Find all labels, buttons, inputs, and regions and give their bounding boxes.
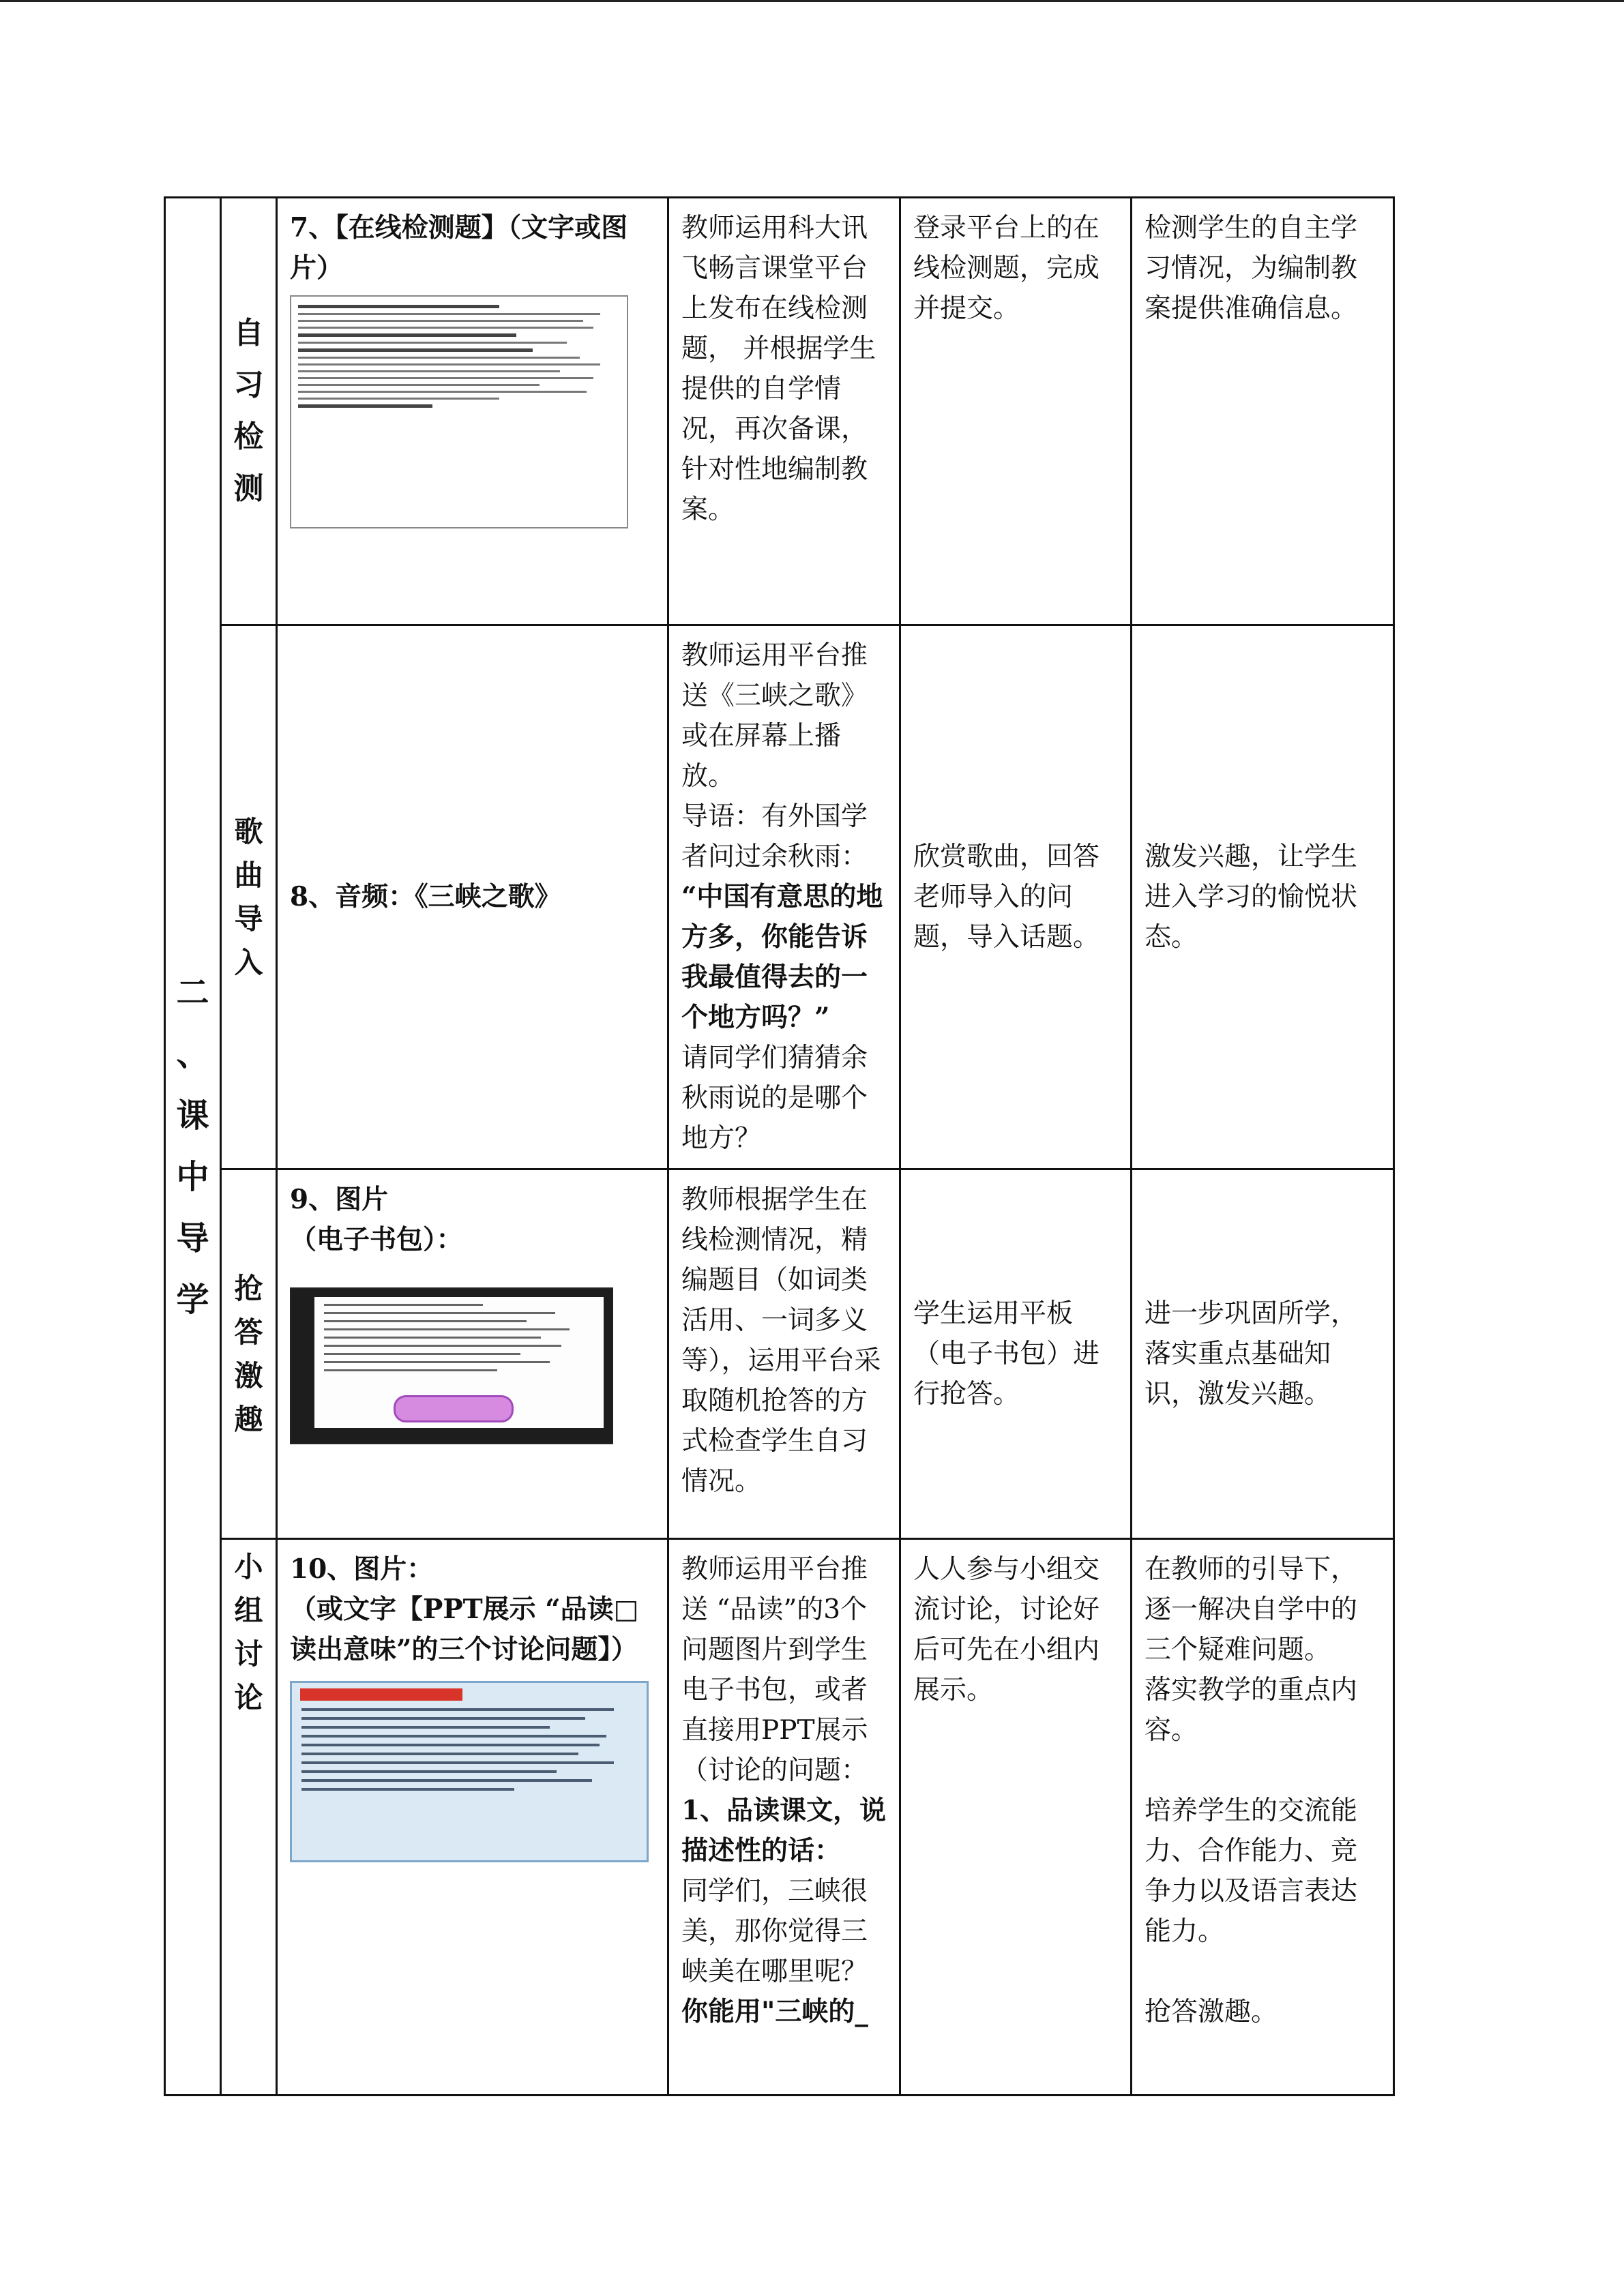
stage-cell: [221, 1539, 277, 2096]
student-activity-cell: [900, 198, 1132, 625]
stage-cell: [221, 625, 277, 1169]
design-intent-text: 落实教学的重点内容。: [1145, 1675, 1358, 1746]
design-intent-text: 检测学生的自主学习情况，为编制教案提供准确信息。: [1145, 213, 1358, 324]
design-intent-text: 培养学生的交流能力、合作能力、竞争力以及语言表达能力。: [1145, 1795, 1358, 1947]
stage-char: 曲: [234, 858, 263, 892]
stage-char: 习: [233, 368, 264, 402]
student-activity-text: 人人参与小组交流讨论，讨论好后可先在小组内展示。: [913, 1554, 1100, 1705]
resource-title: 10、图片：: [290, 1553, 434, 1585]
stage-char: 讨: [234, 1637, 263, 1671]
table-row: [165, 1539, 1394, 2096]
stage-char: 测: [233, 471, 264, 506]
stage-char: 趣: [234, 1402, 263, 1436]
design-intent-cell: [1132, 625, 1394, 1169]
ppt-slide-thumbnail-icon: [290, 1681, 649, 1862]
section-title-char: 中: [176, 1158, 209, 1196]
table-row: [165, 198, 1394, 625]
design-intent-cell: [1132, 1539, 1394, 2096]
stage-char: 歌: [234, 814, 263, 848]
resource-cell: [277, 625, 668, 1169]
teacher-activity-text: 教师运用科大讯飞畅言课堂平台上发布在线检测题， 并根据学生提供的自学情况，再次备课，针对性地编制教案。: [681, 213, 876, 525]
student-activity-text: 欣赏歌曲，回答老师导入的问题，导入话题。: [913, 841, 1100, 953]
student-activity-text: 学生运用平板（电子书包）进行抢答。: [913, 1298, 1100, 1410]
teacher-activity-cell: [668, 198, 900, 625]
resource-cell: [277, 1539, 668, 2096]
teacher-lead-text: 教师运用平台推送 “品读”的3个问题图片到学生电子书包，或者直接用PPT展示（讨论的问题：: [681, 1554, 868, 1786]
teacher-question-1-tail: 你能用"三峡的_: [681, 1996, 868, 2027]
design-intent-cell: [1132, 1169, 1394, 1539]
resource-title: 8、音频：《三峡之歌》: [290, 881, 561, 912]
design-intent-text: 抢答激趣。: [1145, 1997, 1278, 2027]
teacher-lead-text: 教师运用平台推送《三峡之歌》或在屏幕上播放。: [681, 640, 868, 792]
section-title-char: 、: [176, 1035, 209, 1073]
section-title-cell: [165, 198, 221, 2096]
teacher-activity-cell: [668, 625, 900, 1169]
stage-char: 论: [234, 1681, 263, 1714]
tablet-screenshot-thumbnail-icon: [290, 1287, 613, 1444]
design-intent-cell: [1132, 198, 1394, 625]
teacher-activity-cell: [668, 1539, 900, 2096]
stage-char: 抢: [234, 1271, 263, 1305]
lesson-plan-table: [164, 196, 1395, 2096]
teacher-activity-text: 教师根据学生在线检测情况，精编题目（如词类活用、一词多义等），运用平台采取随机抢答的方式检查学生自习情况。: [681, 1184, 881, 1497]
resource-title: 7、【在线检测题】（文字或图片）: [290, 212, 628, 284]
teacher-guide-label: 导语：有外国学者问过余秋雨：: [681, 801, 868, 872]
stage-cell: [221, 1169, 277, 1539]
teacher-quote: “中国有意思的地方多，你能告诉我最值得去的一个地方吗？”: [681, 881, 883, 1033]
resource-subtitle: （或文字【PPT展示 “品读□读出意味”的三个讨论问题】）: [290, 1594, 639, 1665]
stage-cell: [221, 198, 277, 625]
stage-char: 自: [233, 316, 264, 351]
resource-title: 9、图片: [290, 1184, 389, 1215]
section-title-char: 二: [176, 974, 209, 1012]
table-row: [165, 1169, 1394, 1539]
stage-char: 入: [234, 945, 263, 979]
resource-cell: [277, 198, 668, 625]
stage-char: 答: [234, 1315, 263, 1349]
teacher-question-1: 1、品读课文，说描述性的话：: [681, 1795, 887, 1866]
section-title-char: 学: [176, 1281, 209, 1319]
teacher-tail-text: 请同学们猜猜余秋雨说的是哪个地方？: [681, 1043, 868, 1154]
page-top-border: [0, 0, 1624, 2]
resource-cell: [277, 1169, 668, 1539]
stage-char: 检: [233, 419, 264, 454]
teacher-activity-cell: [668, 1169, 900, 1539]
design-intent-text: 激发兴趣，让学生进入学习的愉悦状态。: [1145, 841, 1358, 953]
stage-char: 小: [234, 1550, 263, 1583]
teacher-question-1-body: 同学们，三峡很美，那你觉得三峡美在哪里呢？: [681, 1876, 868, 1987]
stage-char: 导: [234, 901, 263, 936]
section-title-char: 课: [176, 1097, 209, 1135]
student-activity-cell: [900, 1539, 1132, 2096]
section-title-char: 导: [176, 1219, 209, 1257]
quiz-sheet-thumbnail-icon: [290, 295, 628, 528]
student-activity-cell: [900, 625, 1132, 1169]
stage-char: 组: [234, 1594, 263, 1627]
student-activity-cell: [900, 1169, 1132, 1539]
student-activity-text: 登录平台上的在线检测题，完成并提交。: [913, 213, 1100, 324]
stage-char: 激: [234, 1358, 263, 1392]
design-intent-text: 在教师的引导下，逐一解决自学中的三个疑难问题。: [1145, 1554, 1358, 1665]
design-intent-text: 进一步巩固所学，落实重点基础知识，激发兴趣。: [1145, 1298, 1358, 1410]
table-row: [165, 625, 1394, 1169]
resource-subtitle: （电子书包）：: [290, 1224, 463, 1255]
